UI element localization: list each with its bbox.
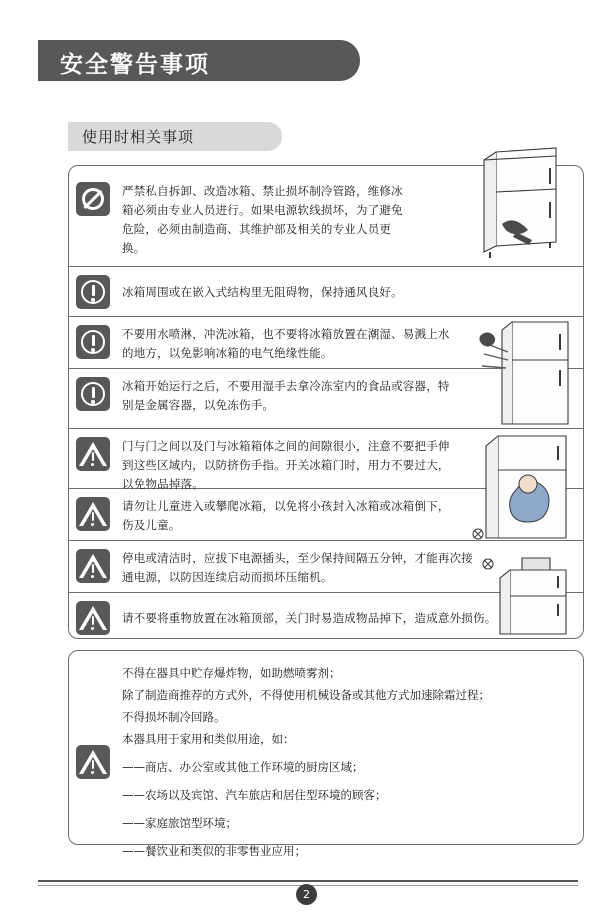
extra-notes-list — [122, 662, 562, 862]
subsection-banner — [68, 122, 282, 151]
extra-note-line: ——农场以及宾馆、汽车旅店和居住型环境的顾客； — [122, 788, 387, 802]
warning-triangle-icon — [76, 601, 110, 635]
warning-row — [76, 497, 476, 535]
warning-triangle-icon — [76, 437, 110, 471]
header-banner — [38, 40, 360, 81]
extra-note-line: ——家庭旅馆型环境； — [122, 816, 237, 830]
warning-text: 冰箱周围或在嵌入式结构里无阻碍物，保持通风良好。 — [122, 285, 403, 299]
row-divider — [69, 316, 583, 317]
object-on-fridge-illustration — [478, 556, 582, 640]
warning-text: 冰箱开始运行之后，不要用湿手去拿冷冻室内的食品或容器，特别是金属容器，以免冻伤手。 — [122, 379, 450, 412]
warning-text: 请勿让儿童进入或攀爬冰箱，以免将小孩封入冰箱或冰箱倒下，伤及儿童。 — [122, 499, 450, 532]
warning-text: 请不要将重物放置在冰箱顶部，关门时易造成物品掉下，造成意外损伤。 — [122, 611, 497, 625]
fridge-repair-illustration — [472, 146, 580, 262]
warning-row — [76, 275, 496, 309]
warning-triangle-icon — [76, 745, 110, 779]
page-title: 安全警告事项 — [60, 52, 210, 78]
extra-note-line: 不得在器具中贮存爆炸物，如助燃喷雾剂； — [122, 666, 341, 680]
extra-note-line: ——餐饮业和类似的非零售业应用； — [122, 844, 306, 858]
row-divider — [69, 428, 583, 429]
extra-note-line: ——商店、办公室或其他工作环境的厨房区域； — [122, 760, 364, 774]
no-water-spray-illustration — [478, 320, 580, 428]
warning-text: 严禁私自拆卸、改造冰箱、禁止损坏制冷管路，维修冰箱必须由专业人员进行。如果电源软线损坏，为了避免危险，必须由制造商、其维护部及相关的专业人员更换。 — [122, 184, 403, 255]
warning-row — [76, 377, 476, 415]
footer-rule — [38, 880, 578, 882]
extra-note-line: 除了制造商推荐的方式外，不得使用机械设备或其他方式加速除霜过程； — [122, 688, 490, 702]
warning-row — [76, 182, 406, 258]
warning-row — [76, 325, 476, 363]
warning-row — [76, 549, 496, 587]
page-number: 2 — [296, 884, 317, 905]
warning-text: 不要用水喷淋，冲洗冰箱，也不要将冰箱放置在潮湿、易溅上水的地方，以免影响冰箱的电气绝缘性能。 — [122, 327, 450, 360]
prohibition-icon — [76, 182, 110, 216]
warning-text: 停电或清洁时，应拔下电源插头，至少保持间隔五分钟，才能再次接通电源，以防因连续启动而损坏压缩机。 — [122, 551, 473, 584]
extra-note-line: 本器具用于家用和类似用途，如： — [122, 732, 295, 746]
warning-text: 门与门之间以及门与冰箱箱体之间的间隙很小，注意不要把手伸到这些区域内，以防挤伤手指。开关冰箱门时，用力不要过大，以免物品掉落。 — [122, 439, 450, 491]
child-in-fridge-illustration — [470, 434, 582, 546]
warning-row — [76, 601, 526, 635]
exclamation-circle-icon — [76, 275, 110, 309]
exclamation-circle-icon — [76, 377, 110, 411]
exclamation-circle-icon — [76, 325, 110, 359]
warning-triangle-icon — [76, 497, 110, 531]
subsection-title: 使用时相关事项 — [82, 128, 195, 146]
extra-note-line: 不得损坏制冷回路。 — [122, 710, 226, 724]
warning-triangle-icon — [76, 549, 110, 583]
row-divider — [69, 266, 583, 267]
warning-row — [76, 437, 476, 494]
